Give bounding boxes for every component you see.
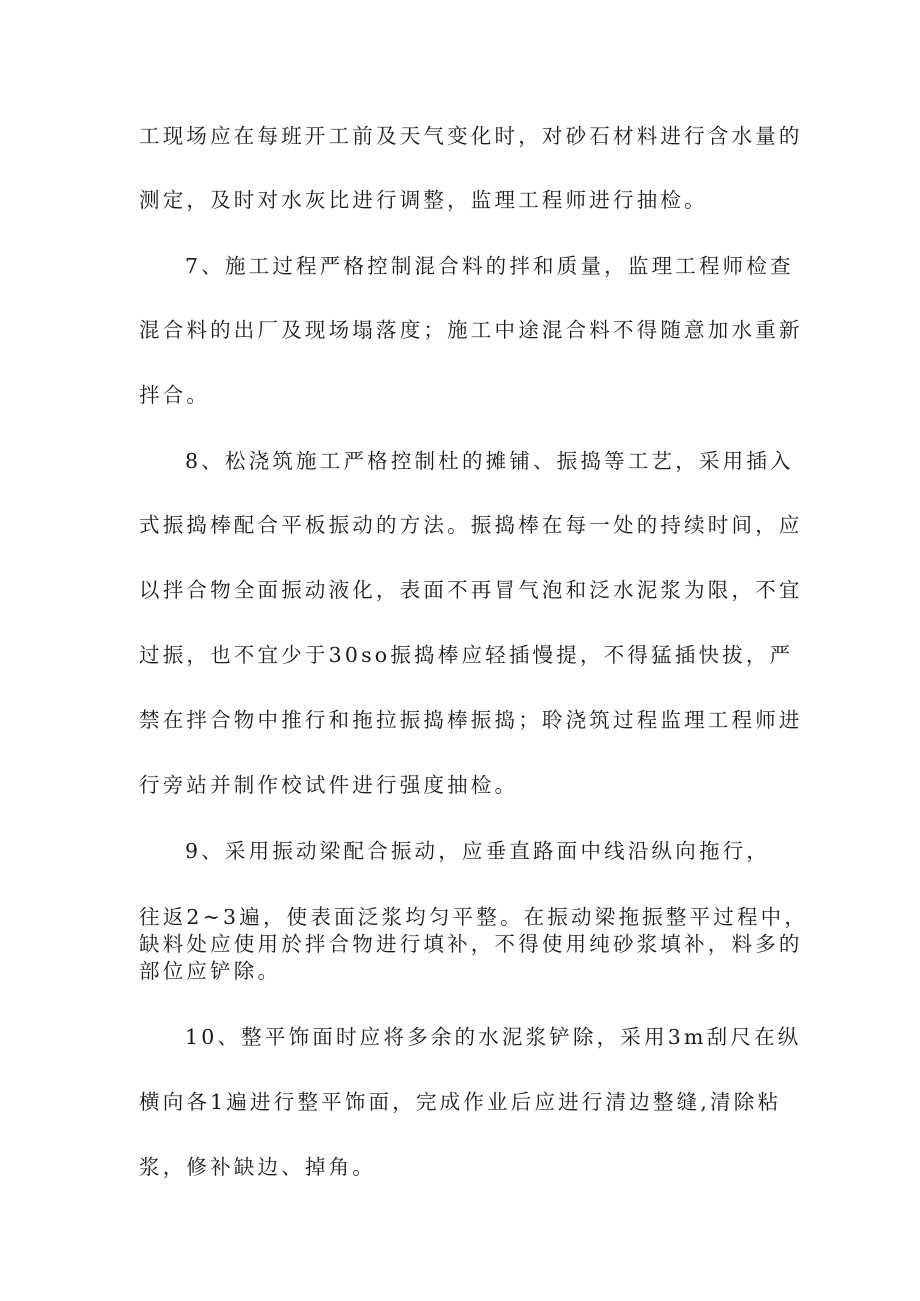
text-line: 禁在拌合物中推行和拖拉振捣棒振捣；聆浇筑过程监理工程师进 [139, 708, 803, 732]
text-line: 往返2~3遍，使表面泛浆均匀平整。在振动梁拖振整平过程中， [139, 905, 809, 929]
text-line: 部位应铲除。 [139, 959, 282, 983]
text-line: 缺料处应使用於拌合物进行填补，不得使用纯砂浆填补，料多的 [139, 932, 803, 956]
text-line: 9、采用振动梁配合振动，应垂直路面中线沿纵向拖行， [185, 839, 771, 863]
text-line: 行旁站并制作校试件进行强度抽检。 [139, 773, 519, 797]
text-line: 式振捣棒配合平板振动的方法。振捣棒在每一处的持续时间，应 [139, 513, 803, 537]
text-line: 10、整平饰面时应将多余的水泥浆铲除，采用3m刮尺在纵 [185, 1025, 802, 1049]
text-line: 横向各1遍进行整平饰面，完成作业后应进行清边整缝,清除粘 [139, 1090, 782, 1114]
text-line: 浆，修补缺边、掉角。 [139, 1155, 376, 1179]
text-line: 混合料的出厂及现场塌落度；施工中途混合料不得随意加水重新 [139, 318, 803, 342]
text-line: 工现场应在每班开工前及天气变化时，对砂石材料进行含水量的 [139, 124, 803, 148]
text-line: 拌合。 [139, 383, 211, 407]
text-line: 以拌合物全面振动液化，表面不再冒气泡和泛水泥浆为限，不宜 [139, 578, 803, 602]
text-line: 测定，及时对水灰比进行调整，监理工程师进行抽检。 [139, 188, 708, 212]
text-line: 8、松浇筑施工严格控制杜的摊铺、振捣等工艺，采用插入 [185, 449, 794, 473]
text-line: 过振，也不宜少于30so振捣棒应轻插慢提，不得猛插快拔，严 [139, 643, 794, 667]
text-line: 7、施工过程严格控制混合料的拌和质量，监理工程师检查 [185, 254, 794, 278]
